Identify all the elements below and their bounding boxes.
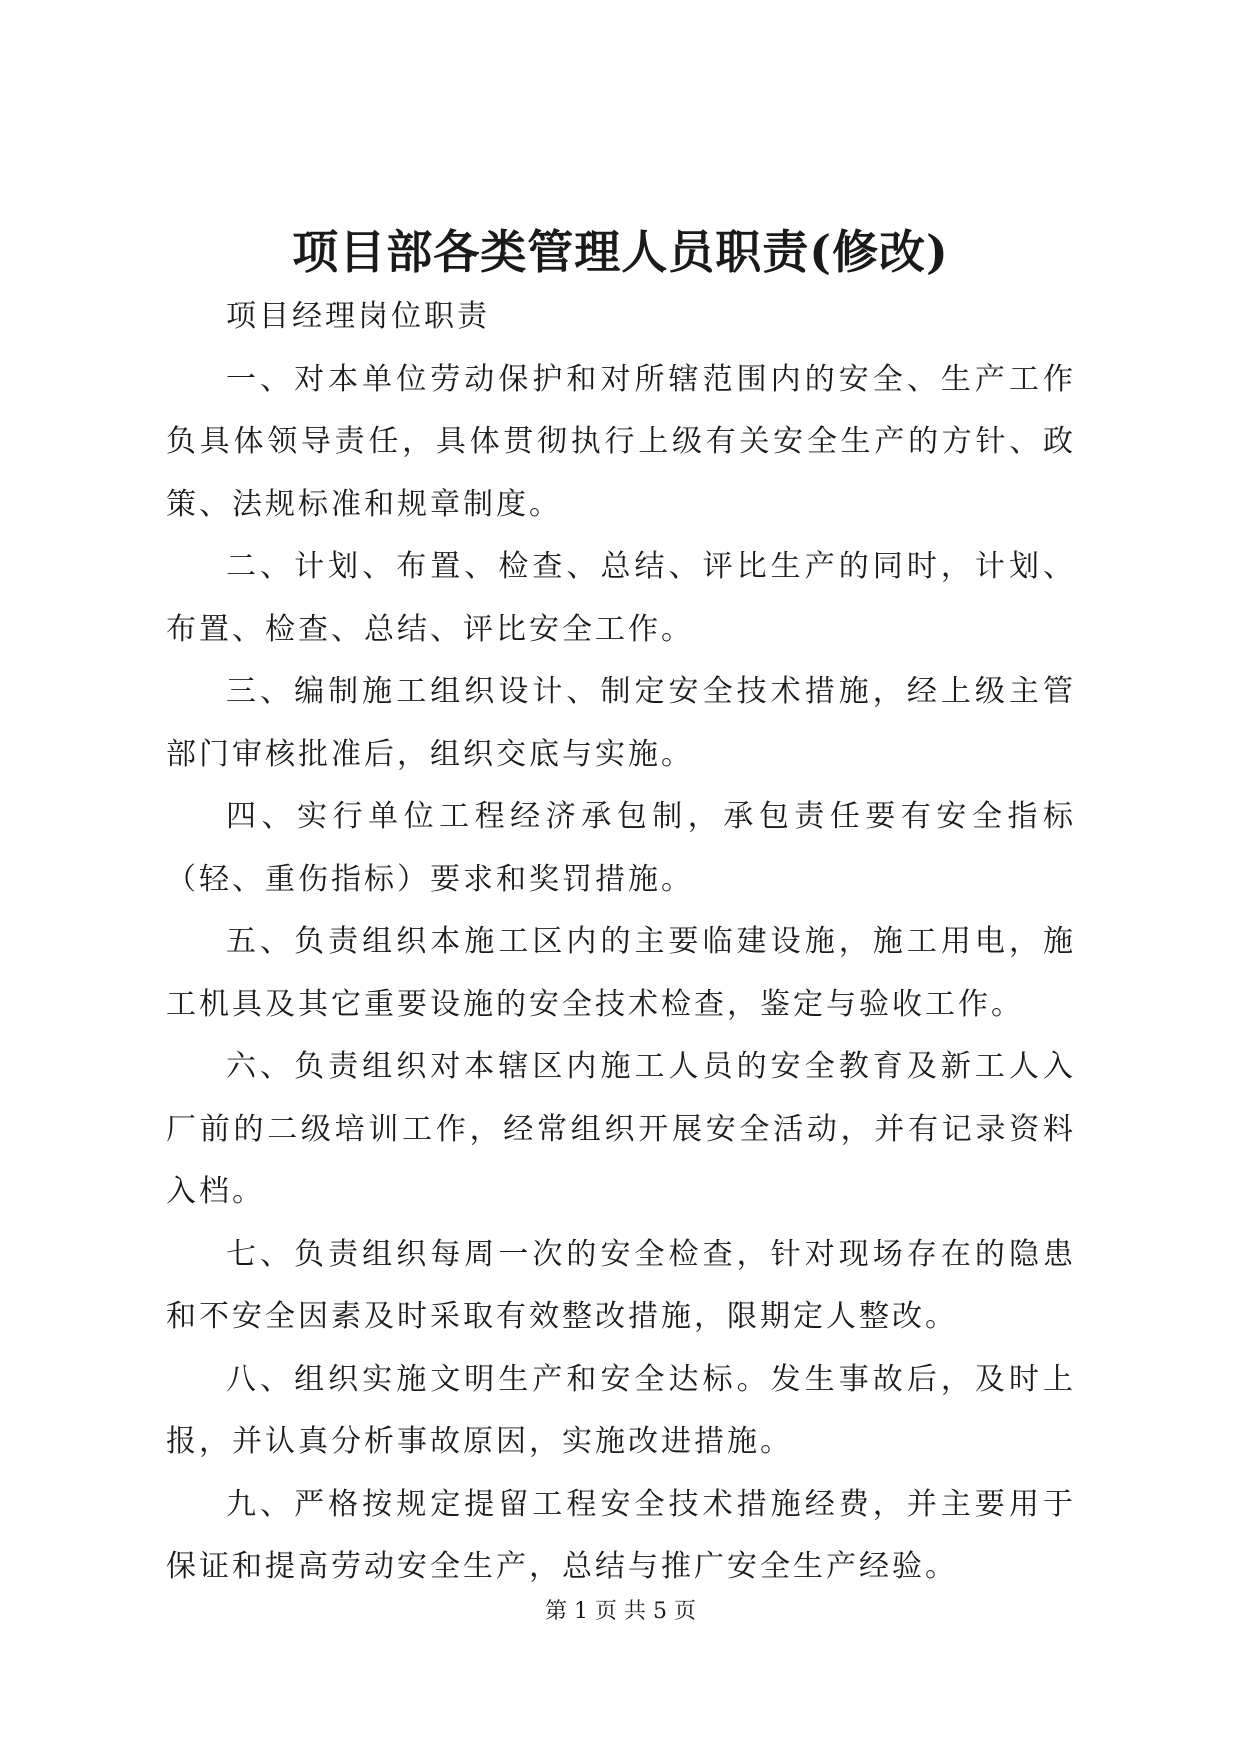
page-footer: 第 1 页 共 5 页: [545, 1599, 696, 1624]
document-title: 项目部各类管理人员职责(修改): [292, 225, 949, 279]
paragraph-item: 二、计划、布置、检查、总结、评比生产的同时，计划、布置、检查、总结、评比安全工作。: [166, 549, 1076, 647]
paragraph-item: 一、对本单位劳动保护和对所辖范围内的安全、生产工作负具体领导责任，具体贯彻执行上级有关安全生产的方针、政策、法规标准和规章制度。: [166, 361, 1076, 522]
paragraph-item: 四、实行单位工程经济承包制，承包责任要有安全指标（轻、重伤指标）要求和奖罚措施。: [166, 799, 1076, 897]
paragraph-item: 八、组织实施文明生产和安全达标。发生事故后，及时上报，并认真分析事故原因，实施改进措施。: [166, 1361, 1076, 1459]
paragraph-item: 三、编制施工组织设计、制定安全技术措施，经上级主管部门审核批准后，组织交底与实施。: [166, 674, 1076, 772]
section-heading: 项目经理岗位职责: [226, 299, 490, 334]
paragraph-item: 九、严格按规定提留工程安全技术措施经费，并主要用于保证和提高劳动安全生产，总结与推广安全生产经验。: [166, 1486, 1076, 1584]
paragraph-item: 七、负责组织每周一次的安全检查，针对现场存在的隐患和不安全因素及时采取有效整改措施，限期定人整改。: [166, 1236, 1076, 1334]
paragraph-item: 六、负责组织对本辖区内施工人员的安全教育及新工人入厂前的二级培训工作，经常组织开展安全活动，并有记录资料入档。: [166, 1049, 1076, 1209]
document-body: [166, 286, 1076, 1599]
paragraph-item: 五、负责组织本施工区内的主要临建设施，施工用电，施工机具及其它重要设施的安全技术检查，鉴定与验收工作。: [166, 924, 1076, 1022]
